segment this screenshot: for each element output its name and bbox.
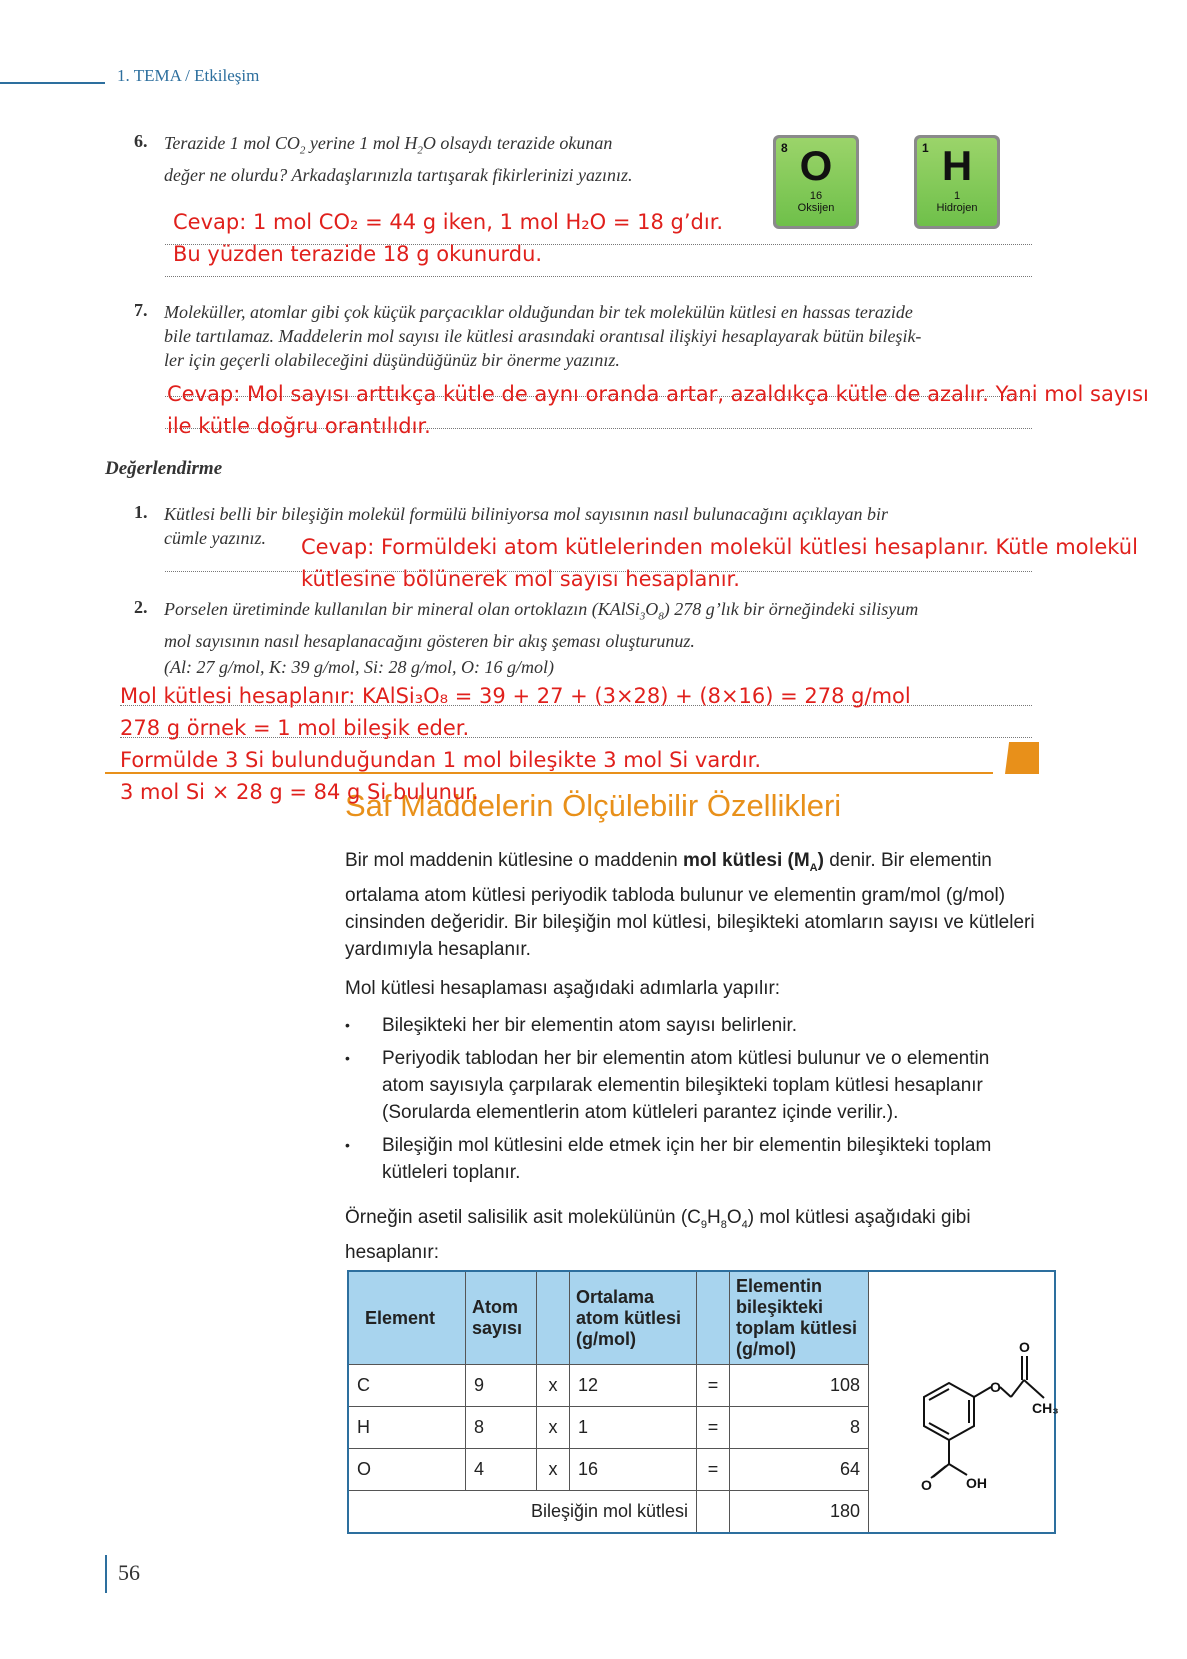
- section-title: Saf Maddelerin Ölçülebilir Özellikleri: [345, 788, 842, 823]
- q6-answer-2: Bu yüzden terazide 18 g okunurdu.: [173, 242, 543, 266]
- q7-answer-1: Cevap: Mol sayısı arttıkça kütle de aynı oranda artar, azaldıkça kütle de azalır. Yani mol sayısı: [167, 382, 1149, 406]
- cell-total: 8: [730, 1407, 869, 1449]
- q6-answer-1: Cevap: 1 mol CO₂ = 44 g iken, 1 mol H₂O = 18 g’dır.: [173, 210, 724, 234]
- cell-op: x: [537, 1365, 570, 1407]
- atomic-mass: 16: [809, 190, 823, 202]
- structure-cell: [869, 1271, 1059, 1533]
- header-atom-count: Atom sayısı: [466, 1271, 537, 1365]
- evaluation-heading: Değerlendirme: [105, 458, 223, 479]
- q6-number: 6.: [134, 131, 148, 151]
- label-oh: OH: [966, 1475, 987, 1491]
- e2-masses: (Al: 27 g/mol, K: 39 g/mol, Si: 28 g/mol, O: 16 g/mol): [164, 657, 554, 677]
- bullet-glyph: •: [345, 1050, 350, 1066]
- cell-footer-total: 180: [730, 1491, 869, 1534]
- list-item: • Periyodik tablodan her bir elementin atom kütlesi bulunur ve o elementin atom sayısıyla çarpılarak elementin bileşikteki toplam kütlesi hesaplanır (Sorularda elementlerin atom kütleleri parantez içinde verilir.).: [345, 1045, 1045, 1126]
- atomic-number: 1: [922, 141, 929, 155]
- label-o-acid: O: [921, 1477, 932, 1493]
- cell-element: O: [348, 1449, 466, 1491]
- mol-mass-table: [347, 1270, 1059, 1534]
- q6-text: Terazide 1 mol $CO_2$ yerine 1 mol $H_2O$ olsaydı terazide okunan değer ne olurdu? Arkadaşlarınızla tartışarak fikirlerinizi yazınız.: [164, 133, 633, 185]
- bullet-list: [345, 1012, 1045, 1186]
- cell-op: x: [537, 1407, 570, 1449]
- header-rule: [0, 82, 105, 84]
- element-name: Hidrojen: [936, 202, 978, 214]
- cell-total: 64: [730, 1449, 869, 1491]
- label-o-top: O: [1019, 1339, 1030, 1355]
- element-tile-oxygen: [773, 135, 859, 229]
- section-paragraph-1: Bir mol maddenin kütlesine o maddenin mol kütlesi $(M_A)$ denir. Bir elementin ortalama atom kütlesi periyodik tabloda bulunur ve elementin gram/mol (g/mol) cinsinden değeridir. Bir bileşiğin mol kütlesi, bileşikteki atomların sayısı ve kütleleri yardımıyla hesaplanır.: [345, 850, 1035, 960]
- section-paragraph-2: Mol kütlesi hesaplaması aşağıdaki adımlarla yapılır:: [345, 978, 781, 999]
- section-paragraph-3: Örneğin asetil salisilik asit molekülünün $(C_9H_8O_4)$ mol kütlesi aşağıdaki gibi hesaplanır:: [345, 1207, 971, 1263]
- q7-number: 7.: [134, 300, 148, 320]
- e2-answer-1: Mol kütlesi hesaplanır: KAlSi₃O₈ = 39 + 27 + (3×28) + (8×16) = 278 g/mol: [120, 684, 911, 708]
- cell-count: 8: [466, 1407, 537, 1449]
- cell-footer-label: Bileşiğin mol kütlesi: [348, 1491, 697, 1534]
- header-op: [537, 1271, 570, 1365]
- cell-count: 4: [466, 1449, 537, 1491]
- list-item: • Bileşikteki her bir elementin atom sayısı belirlenir.: [345, 1012, 1045, 1039]
- section-marker: [1005, 742, 1039, 774]
- cell-element: C: [348, 1365, 466, 1407]
- cell-mass: 1: [570, 1407, 697, 1449]
- e2-number: 2.: [134, 597, 148, 617]
- q7-answer-2: ile kütle doğru orantılıdır.: [167, 414, 431, 438]
- cell-eq: =: [697, 1449, 730, 1491]
- answer-line: [165, 276, 1032, 277]
- element-symbol: H: [941, 142, 973, 189]
- cell-total: 108: [730, 1365, 869, 1407]
- atomic-mass: 1: [953, 190, 961, 202]
- e1-number: 1.: [134, 502, 148, 522]
- cell-eq: =: [697, 1365, 730, 1407]
- label-ch3: CH₃: [1032, 1400, 1059, 1416]
- cell-footer-eq: [697, 1491, 730, 1534]
- acetylsalicylic-acid-structure: [869, 1272, 1059, 1512]
- e1-answer-1: Cevap: Formüldeki atom kütlelerinden molekül kütlesi hesaplanır. Kütle molekül: [301, 535, 1138, 559]
- e2-answer-4: 3 mol Si × 28 g = 84 g Si bulunur.: [120, 780, 479, 804]
- element-name: Oksijen: [797, 202, 835, 214]
- e2-answer-3: Formülde 3 Si bulunduğundan 1 mol bileşikte 3 mol Si vardır.: [120, 748, 762, 772]
- header-avg-mass: Ortalama atom kütlesi (g/mol): [570, 1271, 697, 1365]
- footer-rule: [105, 1555, 107, 1593]
- list-item: • Bileşiğin mol kütlesini elde etmek için her bir elementin bileşikteki toplam kütleleri toplanır.: [345, 1132, 1045, 1186]
- page-number: 56: [118, 1560, 140, 1585]
- header-eq: [697, 1271, 730, 1365]
- cell-count: 9: [466, 1365, 537, 1407]
- cell-eq: =: [697, 1407, 730, 1449]
- bullet-glyph: •: [345, 1137, 350, 1153]
- bullet-glyph: •: [345, 1017, 350, 1033]
- cell-element: H: [348, 1407, 466, 1449]
- breadcrumb: 1. TEMA / Etkileşim: [117, 66, 260, 85]
- cell-op: x: [537, 1449, 570, 1491]
- header-total: Elementin bileşikteki toplam kütlesi (g/mol): [730, 1271, 869, 1365]
- cell-mass: 16: [570, 1449, 697, 1491]
- table-header-row: [348, 1271, 1055, 1365]
- cell-mass: 12: [570, 1365, 697, 1407]
- element-tile-hydrogen: [914, 135, 1000, 229]
- e2-text: Porselen üretiminde kullanılan bir mineral olan ortoklazın $(KAlSi_3O_8)$ 278 g’lık bir örneğindeki silisyum mol sayısının nasıl hesaplanacağını gösteren bir akış şeması oluşturunuz.: [164, 599, 919, 651]
- e1-answer-2: kütlesine bölünerek mol sayısı hesaplanır.: [301, 567, 740, 591]
- header-element: Element: [348, 1271, 466, 1365]
- q7-text: Moleküller, atomlar gibi çok küçük parçacıklar olduğundan bir tek molekülün kütlesi en hassas terazide bile tartılamaz. Maddelerin mol sayısı ile kütlesi arasındaki orantısal ilişkiyi hesaplayarak bütün bileşik- ler için geçerli olabileceğini düşündüğünüz bir önerme yazınız.: [164, 302, 922, 370]
- element-symbol: O: [799, 142, 833, 189]
- label-o-ester: O: [990, 1379, 1001, 1395]
- e2-answer-2: 278 g örnek = 1 mol bileşik eder.: [120, 716, 470, 740]
- e1-text: Kütlesi belli bir bileşiğin molekül formülü biliniyorsa mol sayısının nasıl bulunacağını açıklayan bir cümle yazınız.: [164, 504, 888, 548]
- atomic-number: 8: [781, 141, 788, 155]
